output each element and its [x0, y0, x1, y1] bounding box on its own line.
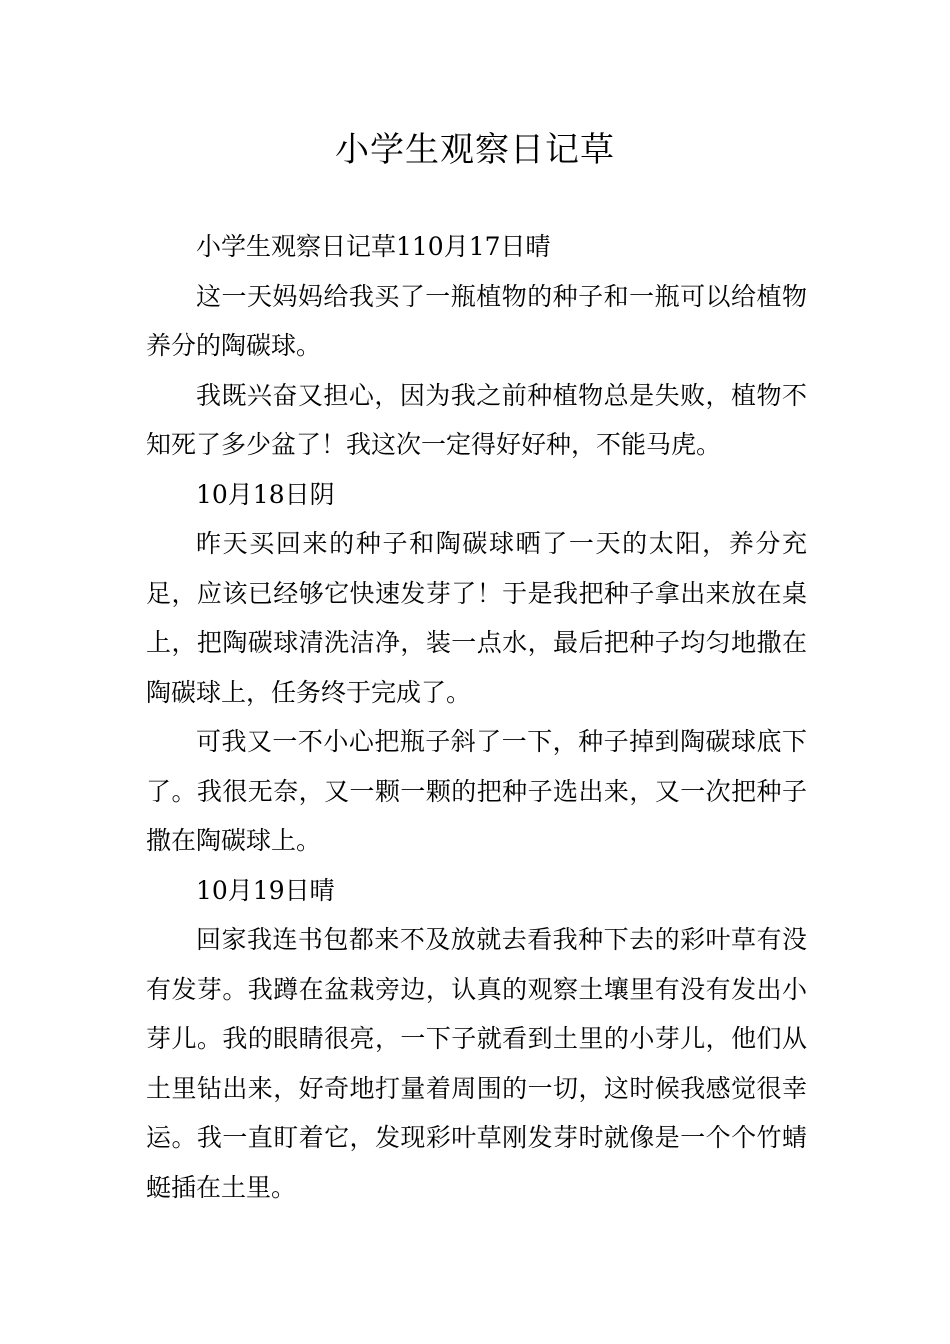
entry-heading-oct-17: 小学生观察日记草110月17日晴 [196, 232, 551, 261]
paragraph: 可我又一不小心把瓶子斜了一下，种子掉到陶碳球底下了。我很无奈，又一颗一颗的把种子选出来，又一次把种子撒在陶碳球上。 [146, 727, 807, 855]
page-title: 小学生观察日记草 [335, 130, 615, 170]
paragraph: 昨天买回来的种子和陶碳球晒了一天的太阳，养分充足，应该已经够它快速发芽了！于是我把种子拿出来放在桌上，把陶碳球清洗洁净，装一点水，最后把种子均匀地撒在陶碳球上，任务终于完成了。 [146, 529, 807, 707]
document-body [146, 222, 807, 1212]
entry-heading-oct-19: 10月19日晴 [196, 875, 335, 905]
entry-heading-oct-18: 10月18日阴 [196, 479, 335, 509]
paragraph: 我既兴奋又担心，因为我之前种植物总是失败，植物不知死了多少盆了！我这次一定得好好种，不能马虎。 [146, 380, 807, 459]
paragraph: 这一天妈妈给我买了一瓶植物的种子和一瓶可以给植物养分的陶碳球。 [146, 281, 807, 360]
paragraph: 回家我连书包都来不及放就去看我种下去的彩叶草有没有发芽。我蹲在盆栽旁边，认真的观察土壤里有没有发出小芽儿。我的眼睛很亮，一下子就看到土里的小芽儿，他们从土里钻出来，好奇地打量着周围的一切，这时候我感觉很幸运。我一直盯着它，发现彩叶草刚发芽时就像是一个个竹蜻蜓插在土里。 [146, 925, 807, 1202]
